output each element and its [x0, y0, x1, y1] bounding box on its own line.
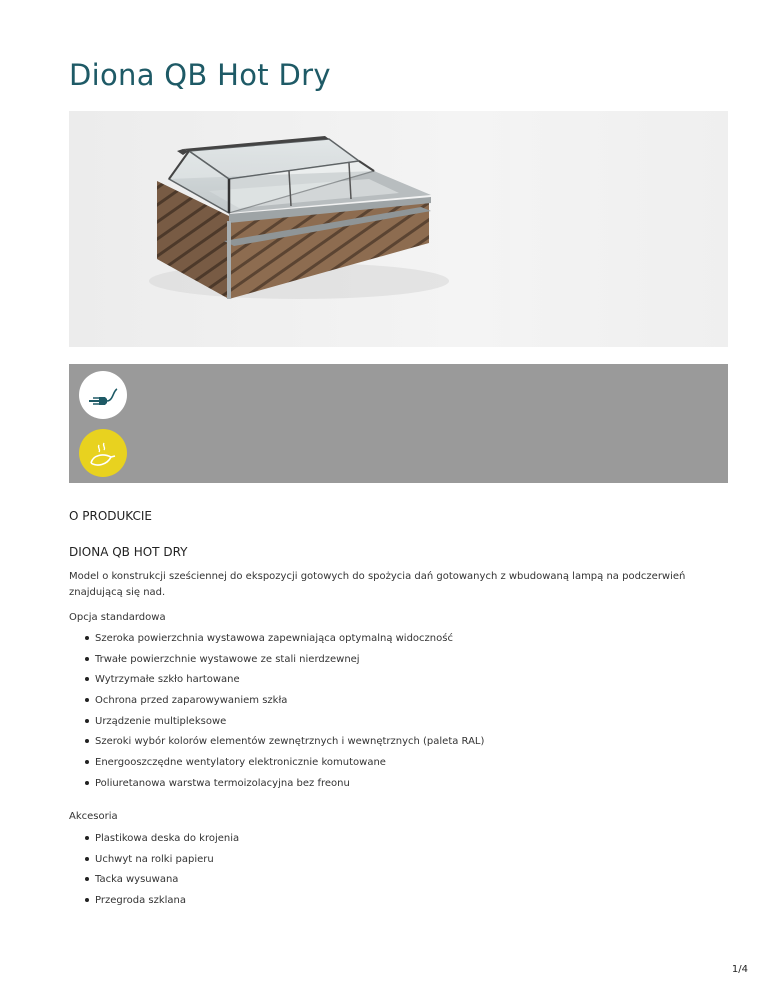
product-image — [69, 111, 728, 347]
standard-options-list — [69, 632, 484, 798]
plug-badge — [79, 371, 127, 419]
product-heading: DIONA QB HOT DRY — [69, 545, 188, 559]
accessories-label: Akcesoria — [69, 811, 118, 822]
list-item: Tacka wysuwana — [69, 873, 239, 894]
plug-icon — [79, 371, 127, 419]
hot-food-badge — [79, 429, 127, 477]
list-item: Wytrzymałe szkło hartowane — [69, 673, 484, 694]
page-number: 1/4 — [731, 964, 748, 975]
list-item: Urządzenie multipleksowe — [69, 715, 484, 736]
list-item: Przegroda szklana — [69, 894, 239, 915]
page-title: Diona QB Hot Dry — [69, 58, 331, 92]
list-item: Trwałe powierzchnie wystawowe ze stali nierdzewnej — [69, 653, 484, 674]
section-heading: O PRODUKCIE — [69, 509, 153, 523]
accessories-list — [69, 832, 239, 915]
list-item: Ochrona przed zaparowywaniem szkła — [69, 694, 484, 715]
standard-options-label: Opcja standardowa — [69, 612, 166, 623]
list-item: Uchwyt na rolki papieru — [69, 853, 239, 874]
list-item: Plastikowa deska do krojenia — [69, 832, 239, 853]
list-item: Energooszczędne wentylatory elektronicznie komutowane — [69, 756, 484, 777]
product-description: Model o konstrukcji sześciennej do ekspozycji gotowych do spożycia dań gotowanych z wbudowaną lampą na podczerwień znajdującą się nad. — [69, 571, 686, 598]
list-item: Szeroki wybór kolorów elementów zewnętrznych i wewnętrznych (paleta RAL) — [69, 735, 484, 756]
display-counter-illustration — [69, 111, 728, 347]
hot-food-icon — [79, 429, 127, 477]
features-icon-band — [69, 364, 728, 483]
list-item: Szeroka powierzchnia wystawowa zapewniająca optymalną widoczność — [69, 632, 484, 653]
list-item: Poliuretanowa warstwa termoizolacyjna bez freonu — [69, 777, 484, 798]
